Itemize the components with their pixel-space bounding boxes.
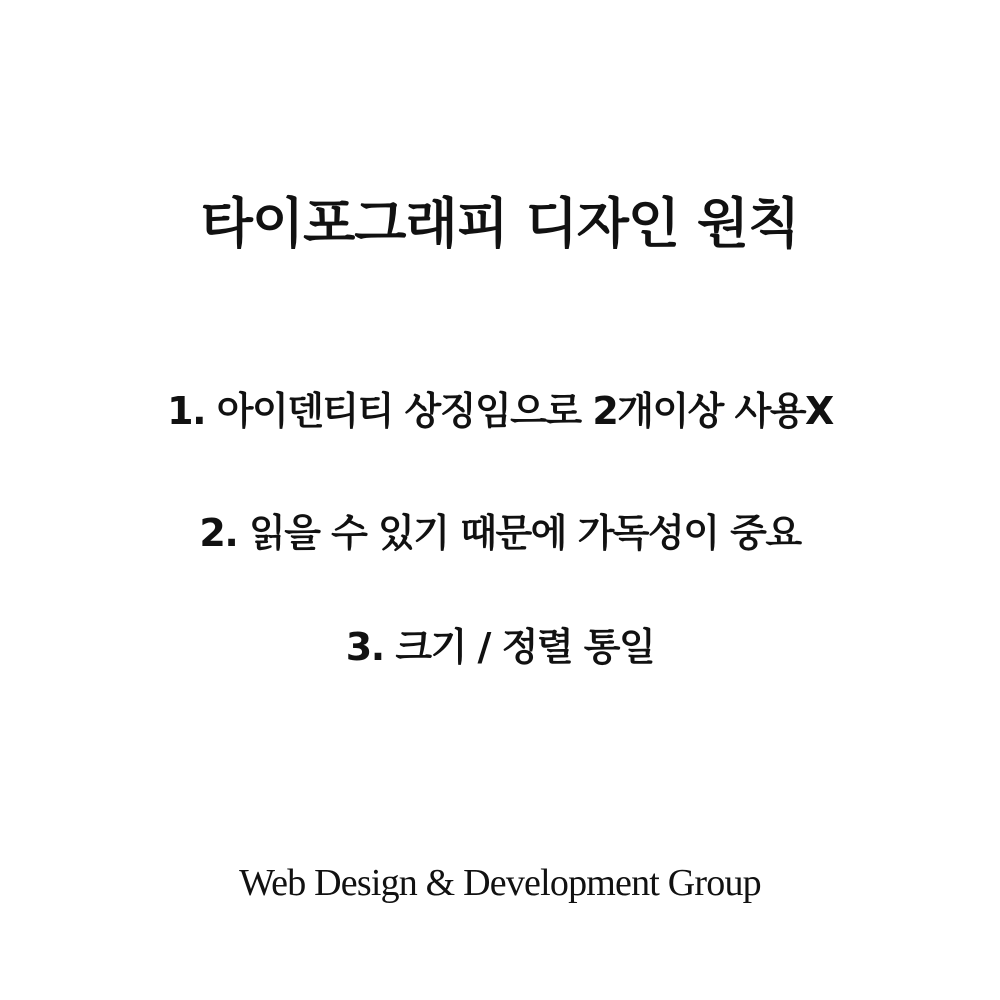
- footer-credit: Web Design & Development Group: [239, 862, 761, 904]
- rule-item-3: 3. 크기 / 정렬 통일: [345, 625, 655, 669]
- rule-item-2: 2. 읽을 수 있기 때문에 가독성이 중요: [199, 511, 801, 555]
- page-title: 타이포그래피 디자인 원칙: [200, 192, 800, 255]
- rule-item-1: 1. 아이덴티티 상징임으로 2개이상 사용X: [167, 389, 833, 433]
